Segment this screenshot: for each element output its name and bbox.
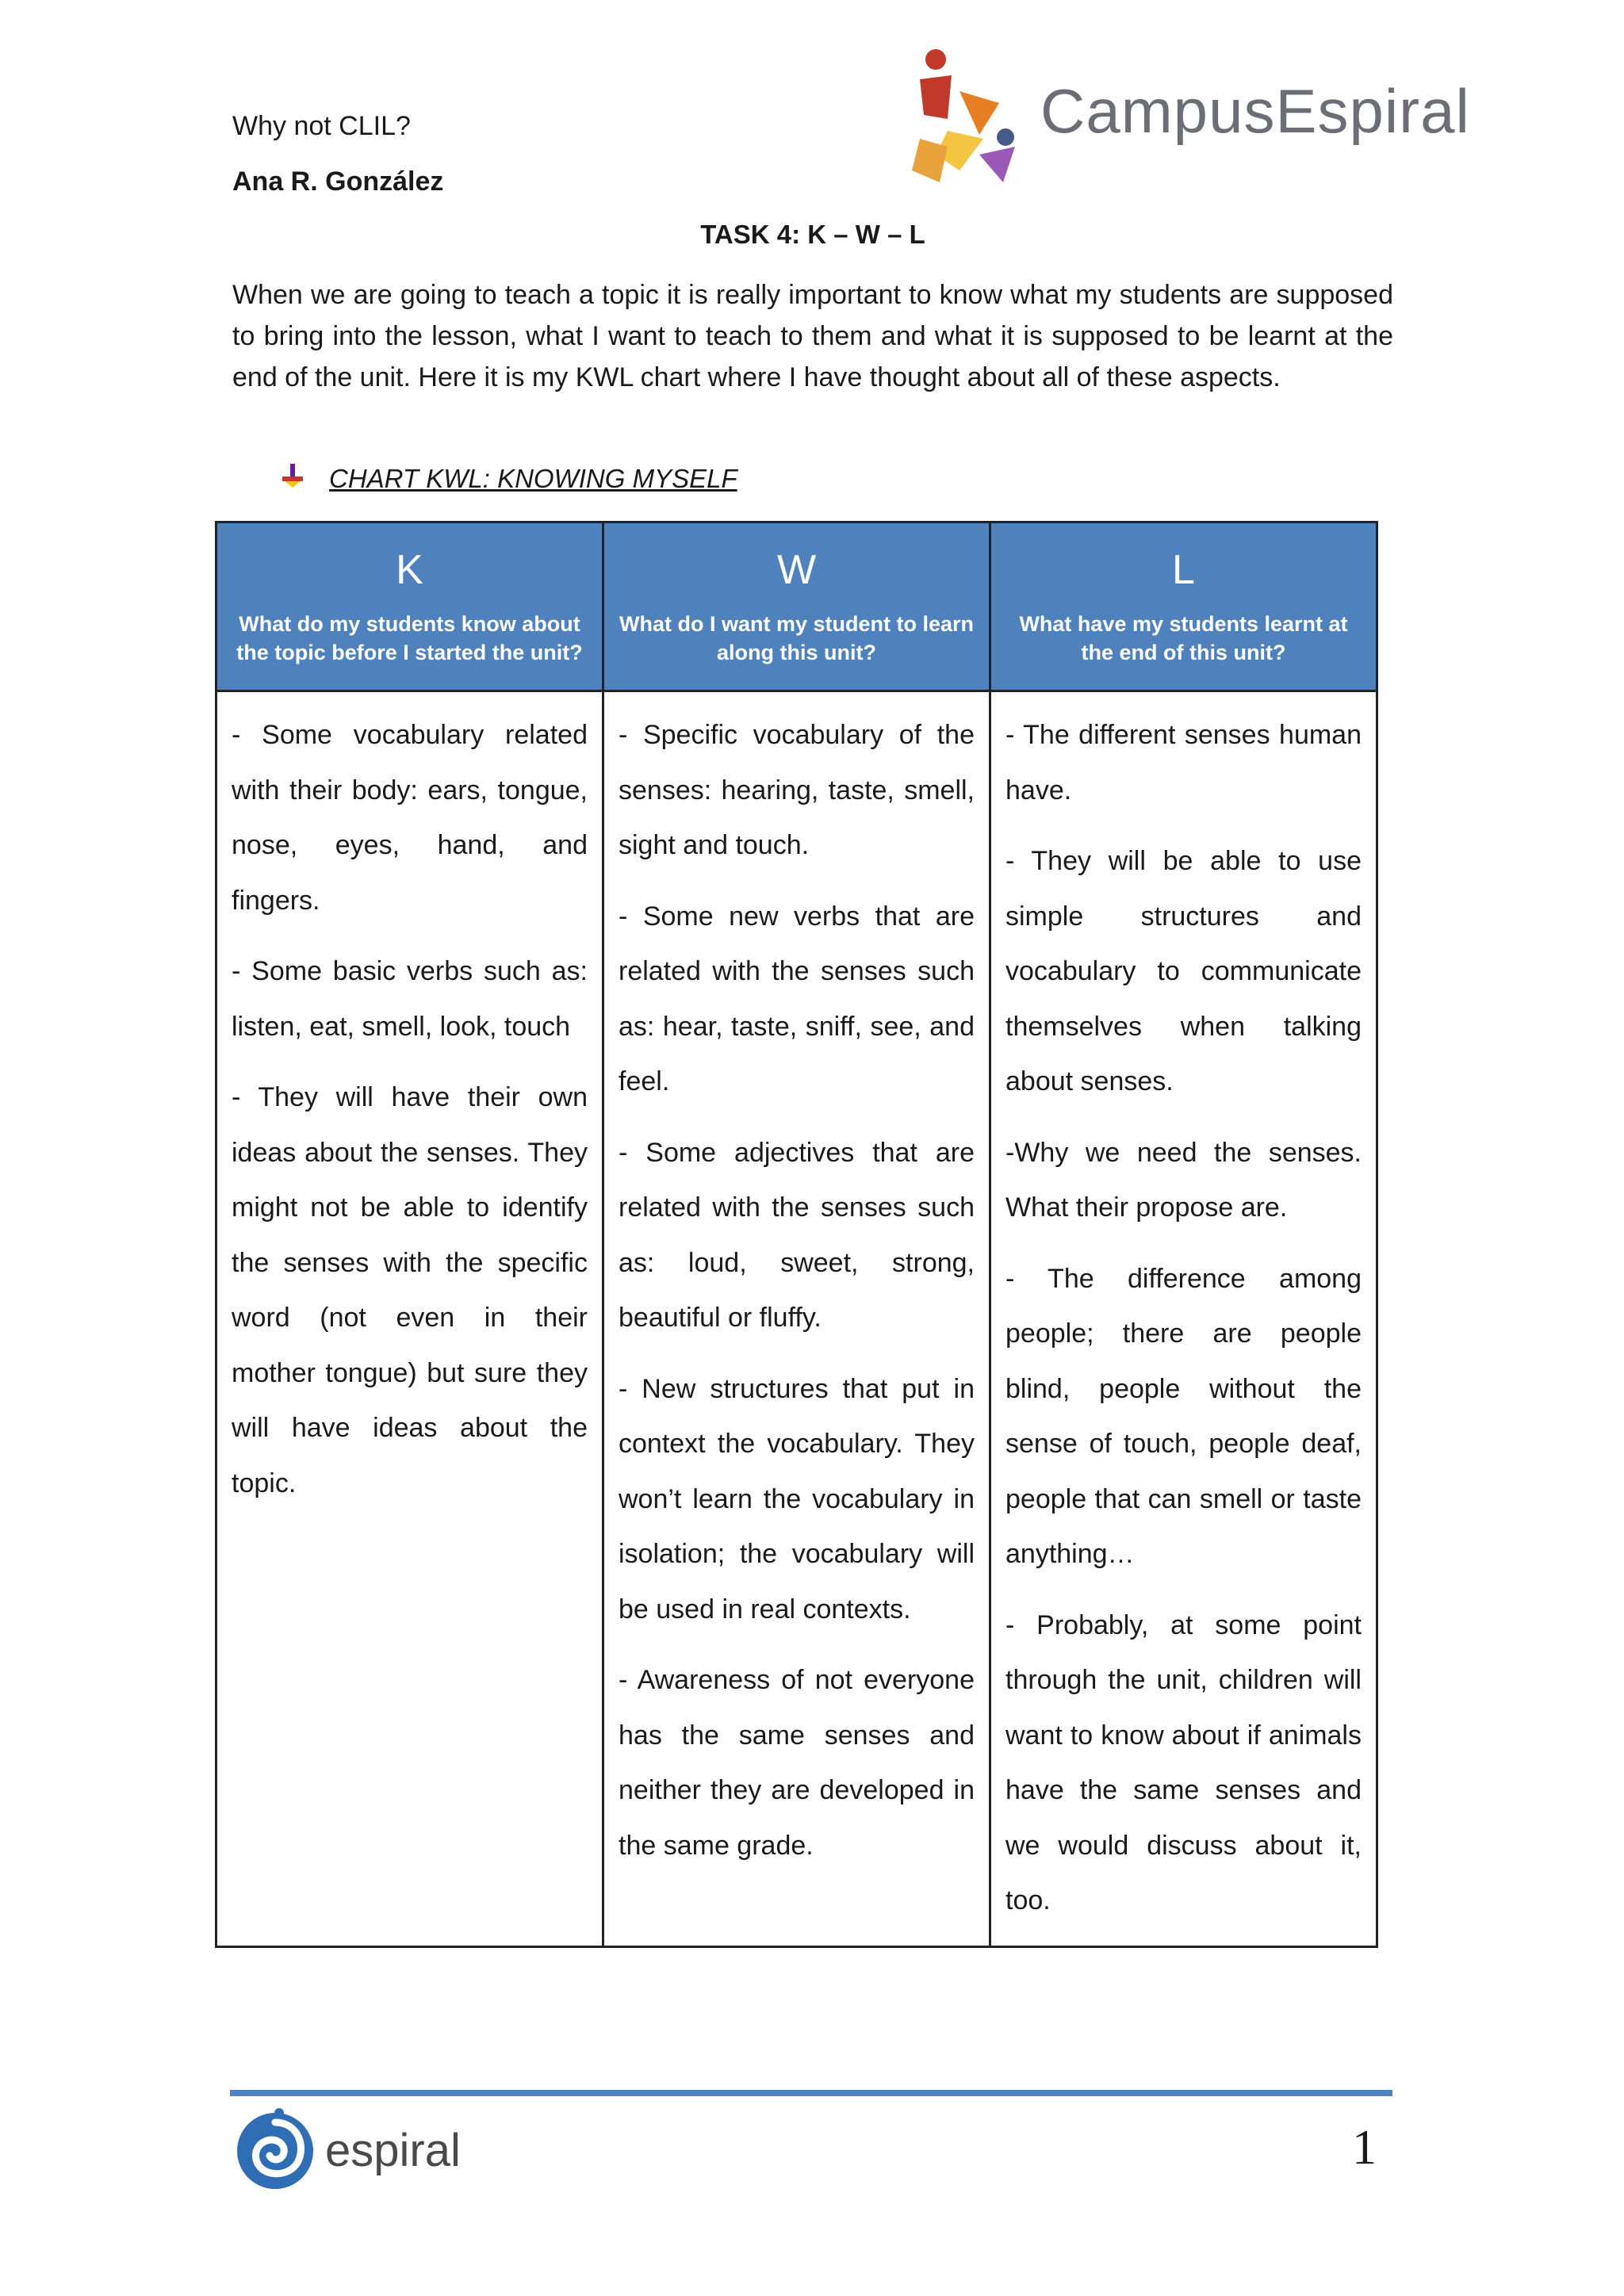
document-title: Why not CLIL? [232,111,411,141]
l-item: - They will be able to use simple structures and vocabulary to communicate themselves when talking about senses. [1005,846,1362,1096]
w-column-cell [603,691,990,1947]
kwl-header-row [216,522,1377,691]
l-letter: L [1172,547,1195,593]
campus-logo-icon [904,44,1047,194]
k-item: - Some basic verbs such as: listen, eat, smell, look, touch [232,956,588,1042]
l-question: What have my students learnt at the end of this unit? [1019,612,1348,664]
k-question: What do my students know about the topic before I started the unit? [236,612,583,664]
w-question: What do I want my student to learn along this unit? [619,612,975,664]
l-item: - Probably, at some point through the unit, children will want to know about if animals have the same senses and we would discuss about it, too. [1005,1609,1362,1915]
kwl-content-row [216,691,1377,1947]
k-column-cell [216,691,603,1947]
author-name: Ana R. González [232,166,444,197]
l-column-header [990,522,1377,691]
w-item: - Specific vocabulary of the senses: hearing, taste, smell, sight and touch. [619,720,975,860]
footer-rule [230,2090,1392,2096]
k-column-header [216,522,603,691]
k-item: - They will have their own ideas about the senses. They might not be able to identify the senses with the specific word (not even in their mother tongue) but sure they will have ideas about the topic. [232,1082,588,1498]
w-item: - Some adjectives that are related with the senses such as: loud, sweet, strong, beautiful or fluffy. [619,1137,975,1333]
w-item: - Awareness of not everyone has the same senses and neither they are developed in the same grade. [619,1665,975,1861]
l-item: - The different senses human have. [1005,720,1362,806]
w-item: - New structures that put in context the vocabulary. They won’t learn the vocabulary in isolation; the vocabulary will be used in real contexts. [619,1373,975,1624]
bullet-arrow-icon [279,462,306,489]
campus-espiral-logo [904,44,1522,194]
w-column-header [603,522,990,691]
campus-logo-text: CampusEspiral [1040,76,1470,146]
page-number: 1 [1352,2121,1377,2175]
task-title: TASK 4: K – W – L [700,220,925,249]
intro-paragraph: When we are going to teach a topic it is really important to know what my students are supposed to bring into the lesson, what I want to teach to them and what it is supposed to be learnt at the end of the unit. Here it is my KWL chart where I have thought about all of these aspects. [232,280,1393,392]
espiral-swirl-icon [232,2105,319,2192]
espiral-logo-text: espiral [325,2125,461,2176]
espiral-footer-logo [232,2105,493,2200]
chart-heading: CHART KWL: KNOWING MYSELF [329,464,737,493]
l-item: -Why we need the senses. What their propose are. [1005,1137,1362,1223]
k-item: - Some vocabulary related with their body: ears, tongue, nose, eyes, hand, and fingers. [232,720,588,916]
k-letter: K [396,547,423,593]
w-item: - Some new verbs that are related with the senses such as: hear, taste, sniff, see, and feel. [619,901,975,1096]
kwl-table [215,521,1378,1948]
l-column-cell [990,691,1377,1947]
w-letter: W [776,547,817,593]
l-item: - The difference among people; there are people blind, people without the sense of touch, people deaf, people that can smell or taste anything… [1005,1263,1362,1569]
